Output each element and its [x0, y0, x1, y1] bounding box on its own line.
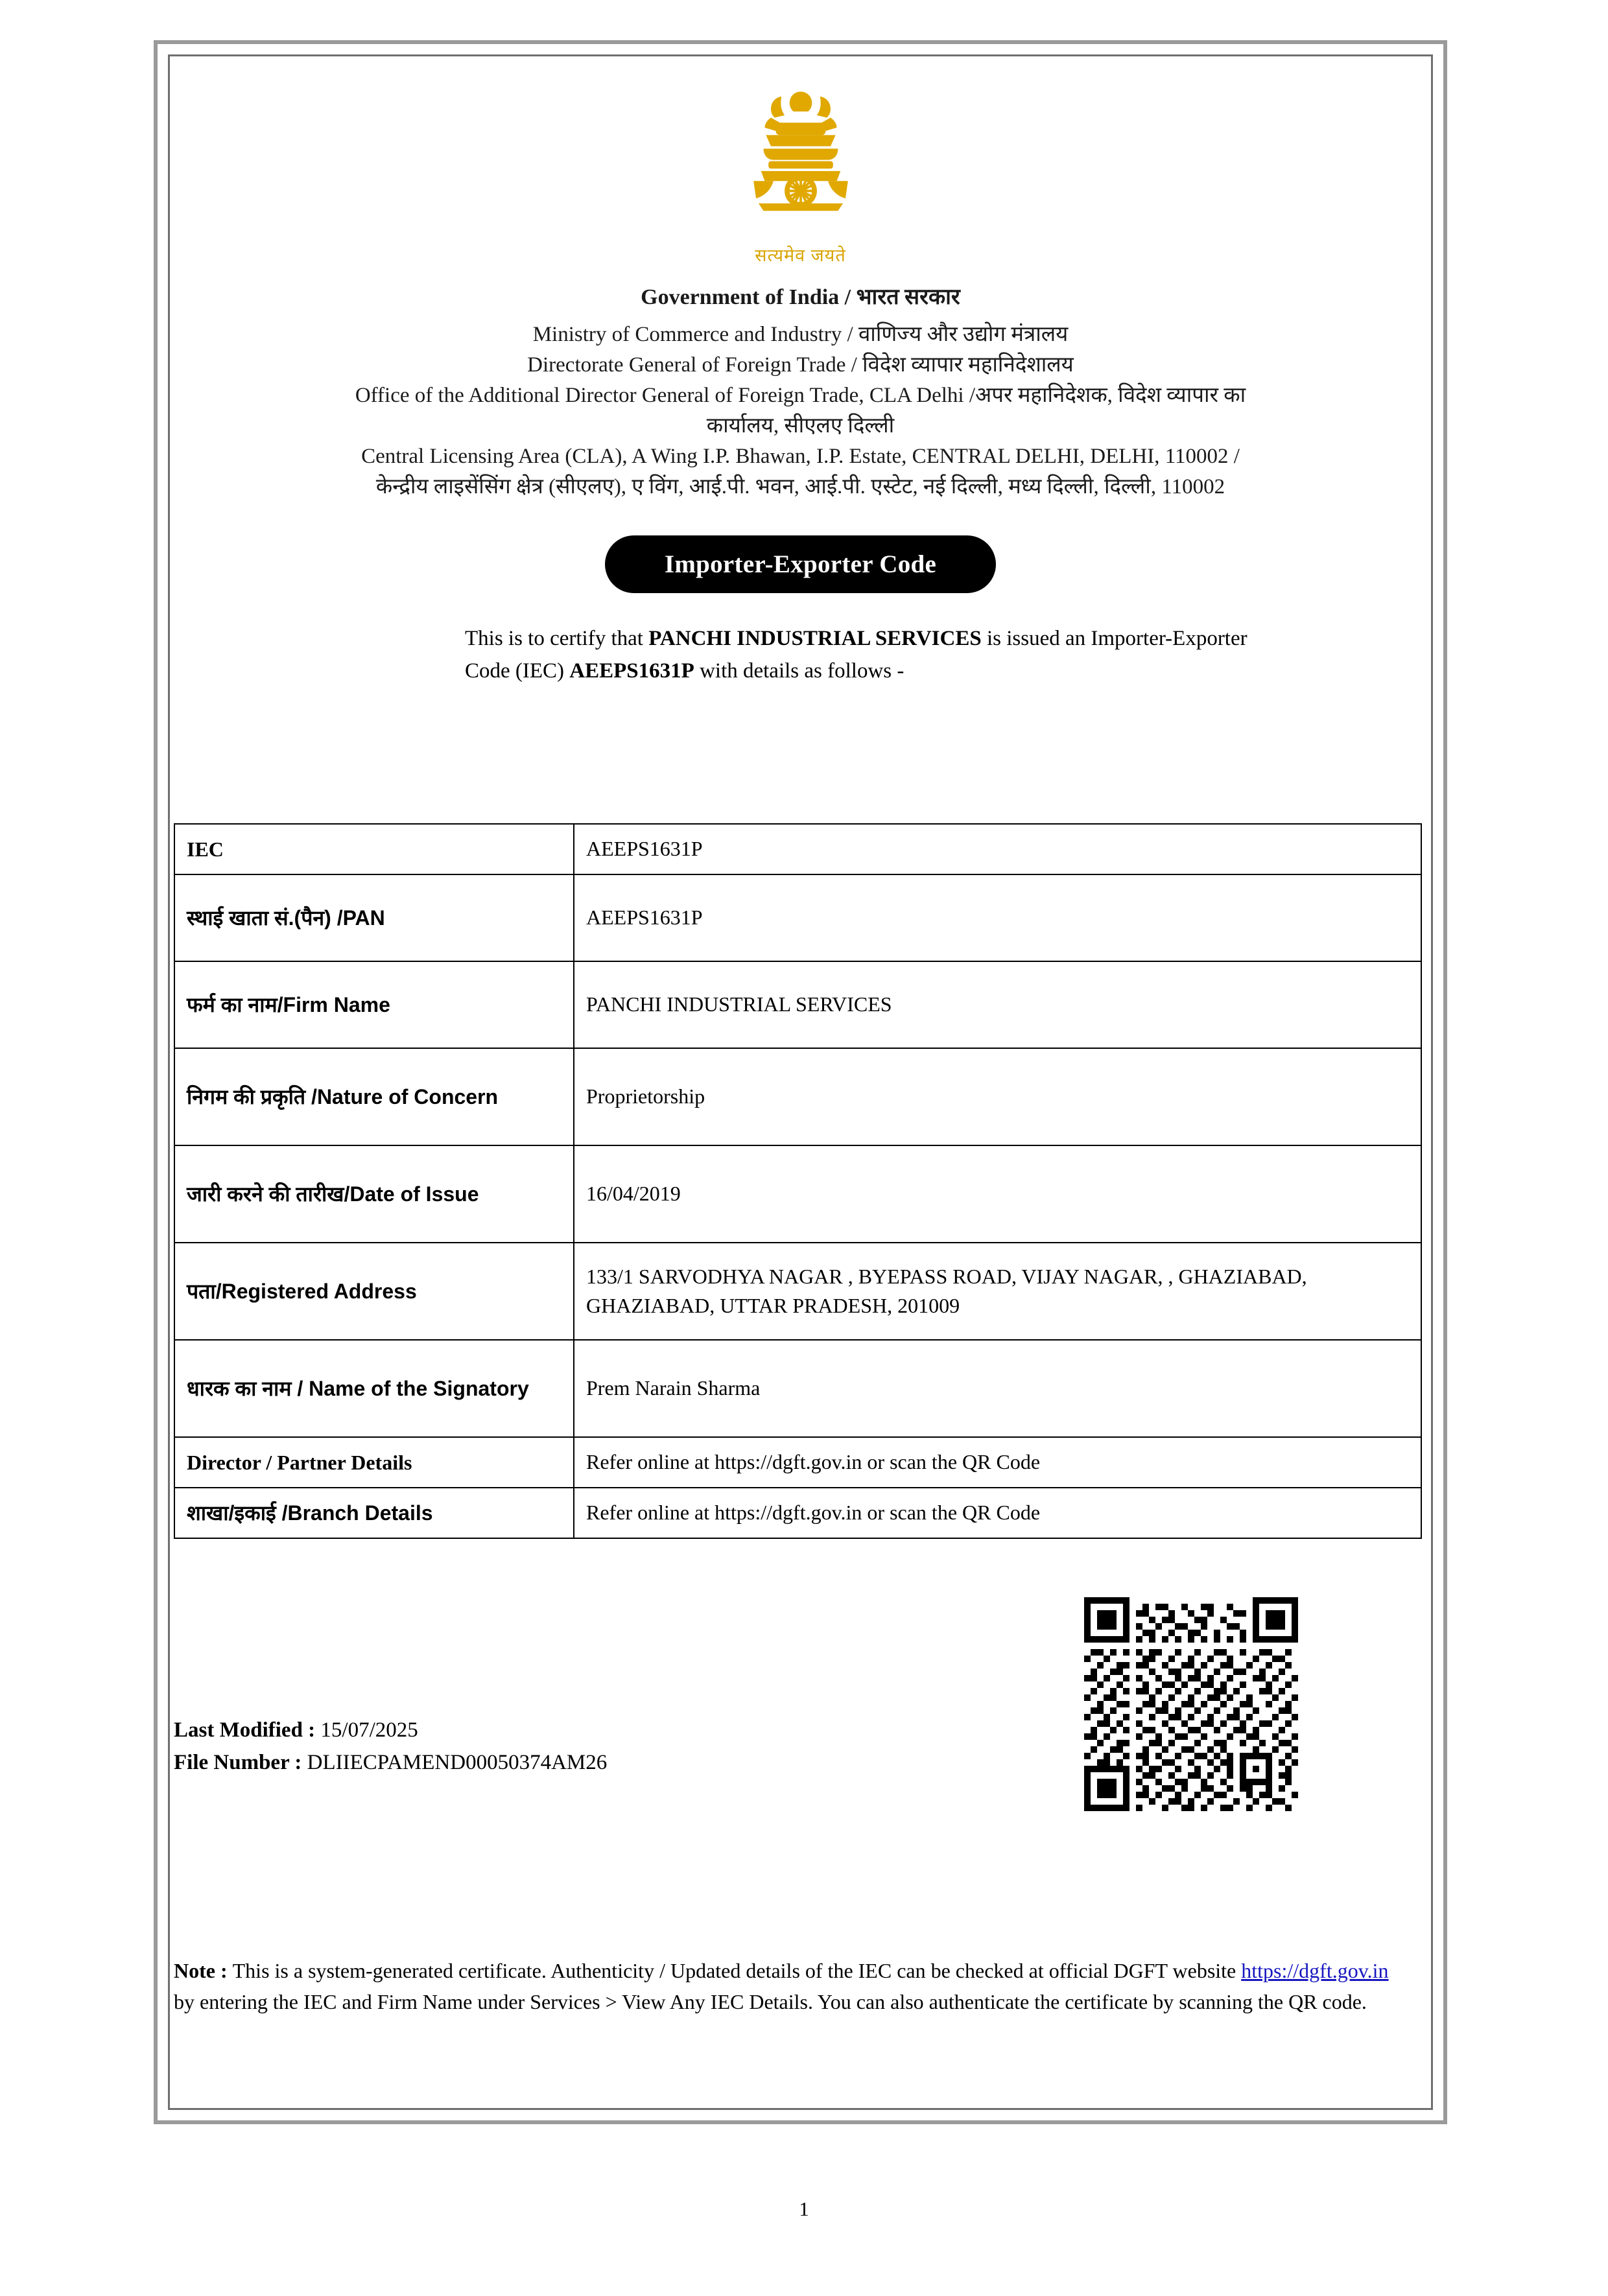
certify-mid: is issued an Importer-Exporter Code (IEC) — [465, 627, 1247, 683]
row-value-pan: AEEPS1631P — [574, 874, 1421, 961]
dgft-website-link[interactable]: https://dgft.gov.in — [1241, 1959, 1389, 1982]
row-label-nature-of-concern: निगम की प्रकृति /Nature of Concern — [174, 1048, 574, 1145]
table-row — [174, 1437, 1421, 1488]
note-text-part2: by entering the IEC and Firm Name under Services > View Any IEC Details. You can also authenticate the certificate by scanning the QR code. — [174, 1990, 1367, 2013]
header-line-ministry: Ministry of Commerce and Industry / वाणिज्य और उद्योग मंत्रालय — [532, 323, 1069, 347]
row-label-branch-details: शाखा/इकाई /Branch Details — [174, 1488, 574, 1538]
header-line-address-hi: केन्द्रीय लाइसेंसिंग क्षेत्र (सीएलए), ए विंग, आई.पी. भवन, आई.पी. एस्टेट, नई दिल्ली, मध्य दिल्ली, दिल्ली, 110002 — [375, 474, 1225, 498]
certify-statement — [170, 623, 1431, 687]
certify-firm-name: PANCHI INDUSTRIAL SERVICES — [648, 627, 982, 651]
file-number-label: File Number : — [174, 1751, 307, 1775]
row-value-registered-address: 133/1 SARVODHYA NAGAR , BYEPASS ROAD, VIJAY NAGAR, , GHAZIABAD, GHAZIABAD, UTTAR PRADESH, 201009 — [574, 1243, 1421, 1340]
page-number: 1 — [799, 2197, 809, 2220]
page-title: Importer-Exporter Code — [605, 535, 996, 593]
last-modified-label: Last Modified : — [174, 1718, 321, 1742]
row-value-branch-details: Refer online at https://dgft.gov.in or scan the QR Code — [574, 1488, 1421, 1538]
row-label-registered-address: पता/Registered Address — [174, 1243, 574, 1340]
header-line-address-en: Central Licensing Area (CLA), A Wing I.P. Bhawan, I.P. Estate, CENTRAL DELHI, DELHI, 110002 / — [361, 444, 1240, 468]
emblem-block — [170, 56, 1431, 266]
certify-pre: This is to certify that — [465, 627, 649, 651]
table-row — [174, 1243, 1421, 1340]
row-label-director-partner: Director / Partner Details — [174, 1437, 574, 1488]
table-row — [174, 1048, 1421, 1145]
certify-iec: AEEPS1631P — [569, 659, 694, 683]
row-label-firm-name: फर्म का नाम/Firm Name — [174, 961, 574, 1048]
note-block — [174, 1955, 1412, 2017]
title-pill-wrap — [170, 535, 1431, 593]
last-modified-line — [174, 1714, 1017, 1746]
row-label-date-of-issue: जारी करने की तारीख/Date of Issue — [174, 1145, 574, 1243]
table-row — [174, 1488, 1421, 1538]
header-line-directorate: Directorate General of Foreign Trade / विदेश व्यापार महानिदेशालय — [527, 353, 1074, 377]
header-line-office: Office of the Additional Director General of Foreign Trade, CLA Delhi /अपर महानिदेशक, विदेश व्यापार का — [355, 383, 1246, 407]
note-label: Note : — [174, 1959, 233, 1982]
document-meta — [174, 1714, 1017, 1779]
last-modified-value: 15/07/2025 — [320, 1718, 418, 1742]
row-value-iec: AEEPS1631P — [574, 824, 1421, 874]
table-row — [174, 1340, 1421, 1437]
row-value-firm-name: PANCHI INDUSTRIAL SERVICES — [574, 961, 1421, 1048]
header-line-office-hi: कार्यालय, सीएलए दिल्ली — [706, 414, 895, 438]
table-row — [174, 1145, 1421, 1243]
emblem-motto: सत्यमेव जयते — [755, 246, 846, 265]
row-label-signatory: धारक का नाम / Name of the Signatory — [174, 1340, 574, 1437]
row-label-iec: IEC — [174, 824, 574, 874]
row-value-date-of-issue: 16/04/2019 — [574, 1145, 1421, 1243]
row-value-director-partner: Refer online at https://dgft.gov.in or scan the QR Code — [574, 1437, 1421, 1488]
row-label-pan: स्थाई खाता सं.(पैन) /PAN — [174, 874, 574, 961]
india-state-emblem-icon — [726, 82, 875, 246]
table-row — [174, 824, 1421, 874]
row-value-signatory: Prem Narain Sharma — [574, 1340, 1421, 1437]
note-text-part1: This is a system-generated certificate. Authenticity / Updated details of the IEC can be checked at official DGFT website — [232, 1959, 1242, 1982]
iec-details-table — [174, 823, 1422, 1539]
certify-post: with details as follows - — [694, 659, 905, 683]
file-number-line — [174, 1746, 1017, 1779]
table-row — [174, 874, 1421, 961]
table-row — [174, 961, 1421, 1048]
header-line-government: Government of India / भारत सरकार — [641, 285, 960, 309]
qr-code[interactable] — [1084, 1597, 1298, 1811]
file-number-value: DLIIECPAMEND00050374AM26 — [307, 1751, 608, 1775]
row-value-nature-of-concern: Proprietorship — [574, 1048, 1421, 1145]
certificate-content — [170, 56, 1431, 2109]
